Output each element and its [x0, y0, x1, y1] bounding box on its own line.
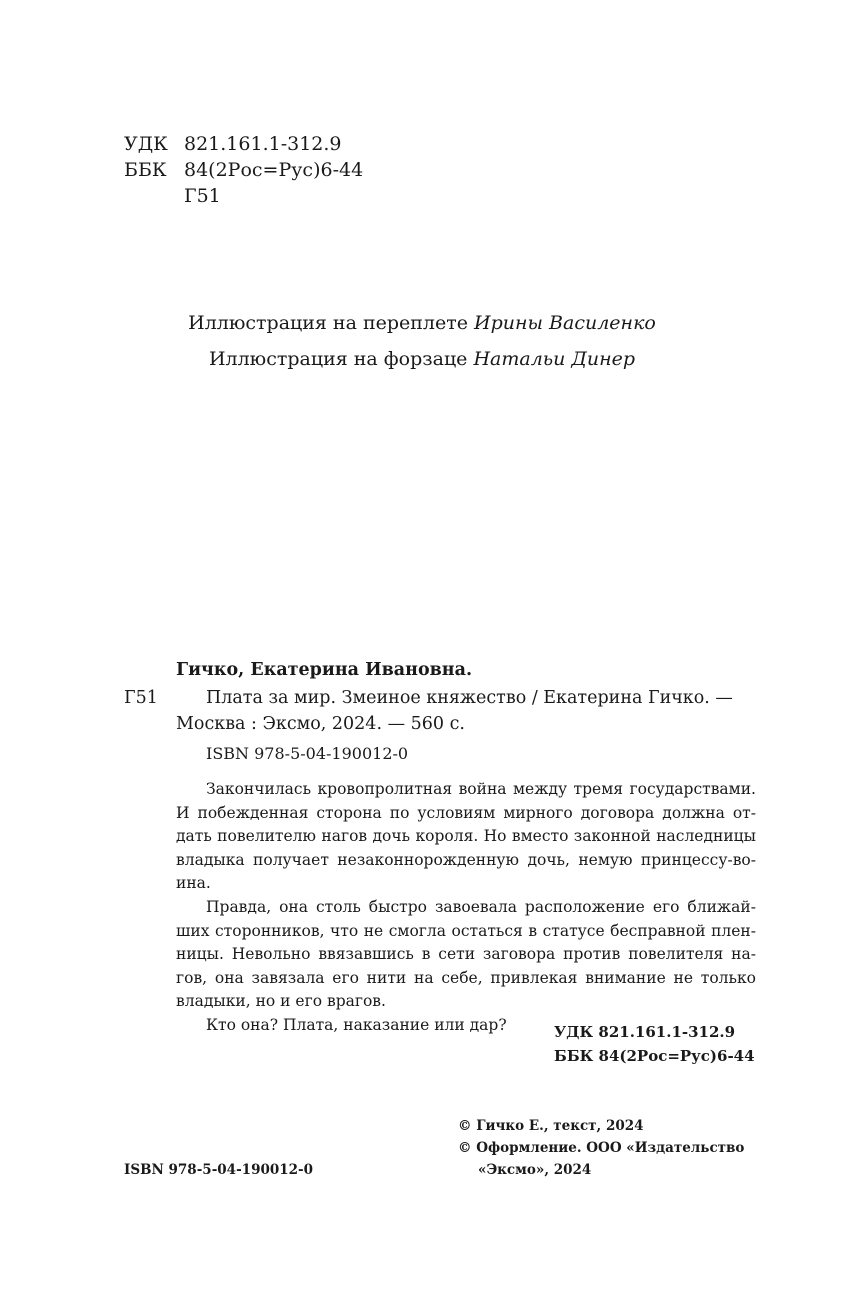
illustration-cover-credit	[0, 312, 844, 334]
udk-code: УДК 821.161.1-312.9	[554, 1023, 736, 1041]
annotation-line: ших сторонников, что не смогла остаться в статусе бесправной плен-	[176, 921, 756, 940]
entry-title-line1: Плата за мир. Змеиное княжество / Екатерина Гичко. —	[206, 688, 733, 708]
bbk-value: 84(2Рос=Рус)6-44	[184, 159, 364, 181]
illustration-cover-artist: Ирины Василенко	[474, 312, 656, 334]
entry-title-line2: Москва : Эксмо, 2024. — 560 с.	[176, 714, 465, 734]
annotation-line: дать повелителю нагов дочь короля. Но вместо законной наследницы	[176, 827, 756, 845]
udk-value: 821.161.1-312.9	[184, 133, 342, 155]
illustration-cover-prefix: Иллюстрация на переплете	[188, 312, 475, 334]
illustration-endpaper-credit	[0, 348, 844, 370]
illustration-endpaper-artist: Натальи Динер	[473, 348, 636, 370]
annotation-line: Закончилась кровопролитная война между тремя государствами.	[206, 780, 756, 798]
copyright-design-line1: © Оформление. ООО «Издательство	[458, 1140, 745, 1156]
annotation-line: Правда, она столь быстро завоевала расположение его ближай-	[206, 898, 756, 916]
entry-author: Гичко, Екатерина Ивановна.	[176, 660, 473, 680]
annotation-line: ина.	[176, 874, 211, 892]
entry-mark: Г51	[124, 688, 158, 708]
copyright-design-line2: «Эксмо», 2024	[478, 1162, 592, 1178]
annotation-line: владыка получает незаконнорожденную дочь, немую принцессу-во-	[176, 850, 756, 869]
annotation-line: гов, она завязала его нити на себе, привлекая внимание не только	[176, 968, 756, 987]
annotation-line: ницы. Невольно ввязавшись в сети заговора против повелителя на-	[176, 945, 756, 963]
annotation-line: владыки, но и его врагов.	[176, 992, 386, 1010]
bbk-label: ББК	[124, 159, 167, 181]
footer-isbn: ISBN 978-5-04-190012-0	[124, 1162, 314, 1178]
annotation-paragraph-2	[176, 896, 756, 1014]
udk-label: УДК	[124, 133, 168, 155]
copyright-text: © Гичко Е., текст, 2024	[458, 1118, 644, 1134]
illustration-endpaper-prefix: Иллюстрация на форзаце	[208, 348, 474, 370]
entry-isbn: ISBN 978-5-04-190012-0	[206, 744, 409, 763]
bbk-code: ББК 84(2Рос=Рус)6-44	[554, 1047, 755, 1065]
annotation-line: И побежденная сторона по условиям мирного договора должна от-	[176, 803, 756, 822]
annotation-paragraph-1	[176, 778, 756, 896]
annotation-line: Кто она? Плата, наказание или дар?	[206, 1016, 507, 1034]
author-mark: Г51	[184, 185, 221, 207]
